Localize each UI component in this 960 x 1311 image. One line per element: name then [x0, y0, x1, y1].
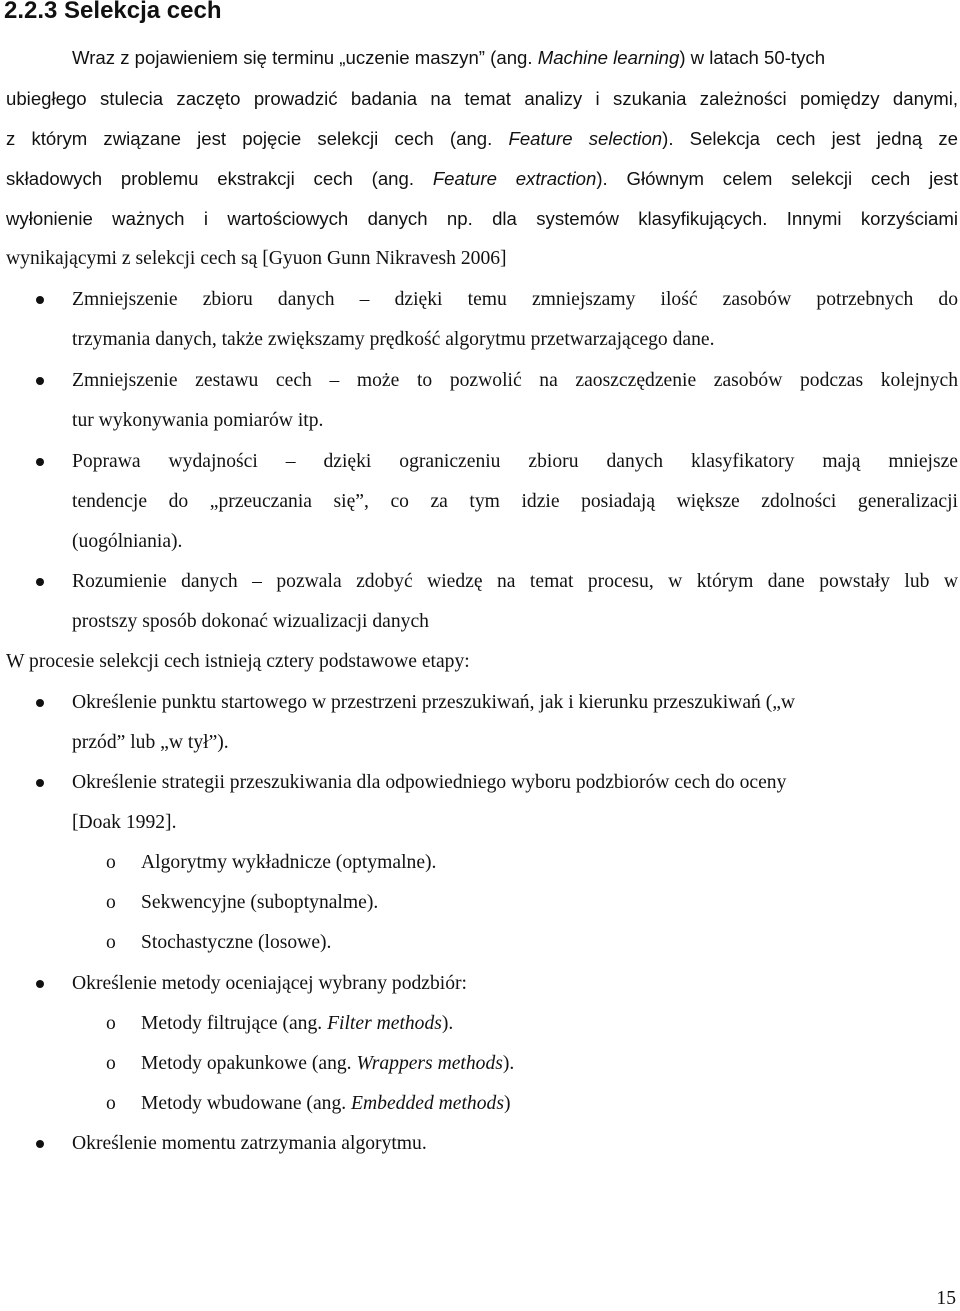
bullet-dot [36, 296, 44, 304]
sub-bullet-marker: o [106, 892, 116, 913]
intro-line-4 [6, 166, 958, 192]
sub-bullet-marker: o [106, 1053, 116, 1074]
page-number: 15 [936, 1288, 956, 1309]
stage-1-line-1: Określenie punktu startowego w przestrzeni przeszukiwań, jak i kierunku przeszukiwań („w [72, 692, 796, 713]
term-feature-selection: Feature selection [508, 128, 663, 149]
method-text: Metody wbudowane (ang. [141, 1093, 352, 1114]
intro-line-6: wynikającymi z selekcji cech są [Gyuon Gunn Nikravesh 2006] [6, 248, 507, 269]
benefit-2-line-2: tur wykonywania pomiarów itp. [72, 410, 324, 431]
bullet-dot [36, 699, 44, 707]
method-text: ). [502, 1053, 515, 1074]
intro-text: ). Głównym celem selekcji cech jest [596, 168, 959, 189]
benefit-4-line-2: prostszy sposób dokonać wizualizacji danych [72, 611, 429, 632]
method-item-embedded [141, 1091, 510, 1117]
sub-bullet-marker: o [106, 1013, 116, 1034]
intro-line-3 [6, 126, 958, 152]
bullet-dot [36, 1140, 44, 1148]
method-text: ). [441, 1013, 454, 1034]
stage-1-line-2: przód” lub „w tył”). [72, 732, 229, 753]
benefit-1-line-1: Zmniejszenie zbioru danych – dzięki temu zmniejszamy ilość zasobów potrzebnych do [72, 289, 958, 310]
method-text: Metody opakunkowe (ang. [141, 1053, 357, 1074]
method-text: ) [503, 1093, 511, 1114]
benefit-1-line-2: trzymania danych, także zwiększamy prędkość algorytmu przetwarzającego dane. [72, 329, 715, 350]
bullet-dot [36, 779, 44, 787]
stages-intro: W procesie selekcji cech istnieją cztery podstawowe etapy: [6, 651, 470, 672]
stage-4: Określenie momentu zatrzymania algorytmu. [72, 1133, 427, 1154]
term-machine-learning: Machine learning [537, 47, 680, 68]
intro-line-5 [6, 206, 958, 232]
intro-line-1 [72, 45, 825, 71]
intro-line-2: ubiegłego stulecia zaczęto prowadzić badania na temat analizy i szukania zależności pomiędzy danymi, [6, 88, 958, 109]
term-feature-extraction: Feature extraction [432, 168, 597, 189]
benefit-2-line-1: Zmniejszenie zestawu cech – może to pozwolić na zaoszczędzenie zasobów podczas kolejnych [72, 370, 958, 391]
benefit-3-line-2: tendencje do „przeuczania się”, co za tym idzie posiadają większe zdolności generalizacji [72, 491, 958, 512]
term-filter-methods: Filter methods [327, 1013, 442, 1034]
bullet-dot [36, 980, 44, 988]
stage-2-line-1: Określenie strategii przeszukiwania dla odpowiedniego wyboru podzbiorów cech do oceny [72, 772, 787, 793]
intro-text: ). Selekcja cech jest jedną ze [662, 128, 959, 149]
method-item-wrappers [141, 1051, 514, 1077]
strategy-item-1: Algorytmy wykładnicze (optymalne). [141, 852, 437, 873]
sub-bullet-marker: o [106, 852, 116, 873]
strategy-item-3: Stochastyczne (losowe). [141, 932, 332, 953]
intro-text: ) w latach 50-tych [679, 47, 826, 68]
intro-text: składowych problemu ekstrakcji cech (ang. [6, 168, 433, 189]
sub-bullet-marker: o [106, 932, 116, 953]
strategy-item-2: Sekwencyjne (suboptynalme). [141, 892, 379, 913]
stage-3: Określenie metody oceniającej wybrany podzbiór: [72, 973, 467, 994]
sub-bullet-marker: o [106, 1093, 116, 1114]
benefit-3-line-3: (uogólniania). [72, 531, 183, 552]
stage-2-line-2: [Doak 1992]. [72, 812, 177, 833]
method-text: Metody filtrujące (ang. [141, 1013, 328, 1034]
term-wrappers-methods: Wrappers methods [356, 1053, 503, 1074]
benefit-4-line-1: Rozumienie danych – pozwala zdobyć wiedzę na temat procesu, w którym dane powstały lub w [72, 571, 958, 592]
method-item-filter [141, 1011, 453, 1037]
intro-text: Wraz z pojawieniem się terminu „uczenie maszyn” (ang. [72, 47, 538, 68]
section-heading: 2.2.3 Selekcja cech [4, 0, 222, 24]
bullet-dot [36, 578, 44, 586]
intro-text: Innymi korzyściami [767, 208, 958, 229]
bullet-dot [36, 458, 44, 466]
term-embedded-methods: Embedded methods [351, 1093, 504, 1114]
intro-text: z którym związane jest pojęcie selekcji cech (ang. [6, 128, 509, 149]
intro-text: wyłonienie ważnych i wartościowych danych np. dla systemów klasyfikujących. [6, 208, 768, 229]
benefit-3-line-1: Poprawa wydajności – dzięki ograniczeniu zbioru danych klasyfikatory mają mniejsze [72, 451, 958, 472]
bullet-dot [36, 377, 44, 385]
